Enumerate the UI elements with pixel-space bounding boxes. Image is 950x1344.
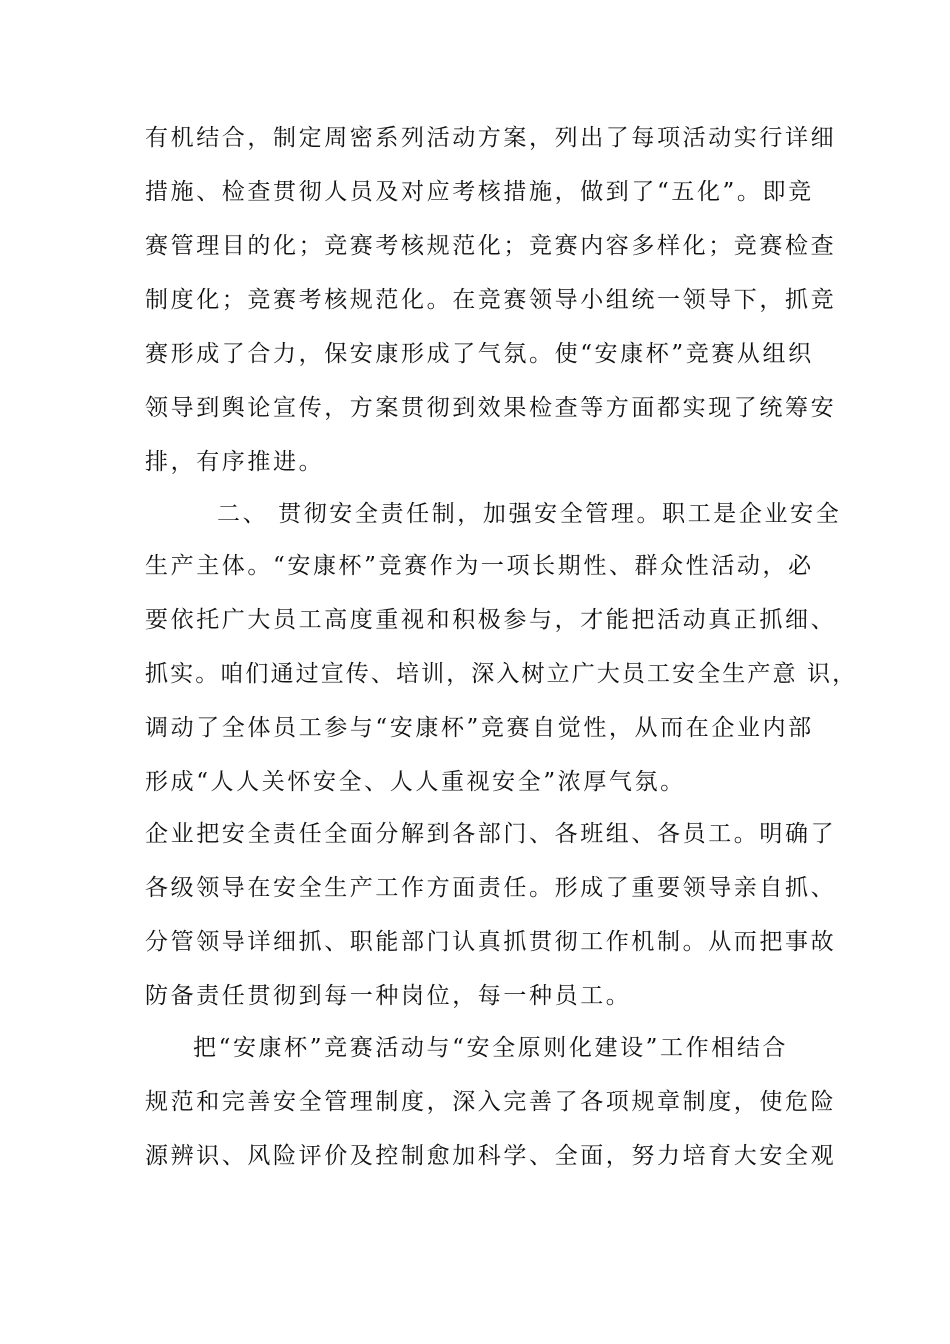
text-line: 调动了全体员工参与“安康杯”竞赛自觉性，从而在企业内部: [145, 715, 814, 741]
text-line: 各级领导在安全生产工作方面责任。形成了重要领导亲自抓、: [145, 875, 837, 901]
text-line: 赛形成了合力，保安康形成了气氛。使“安康杯”竞赛从组织: [145, 341, 814, 367]
text-line: 企业把安全责任全面分解到各部门、各班组、各员工。明确了: [145, 821, 837, 847]
text-line: 抓实。咱们通过宣传、培训，深入树立广大员工安全生产意 识，: [145, 661, 858, 687]
text-line: 有机结合，制定周密系列活动方案，列出了每项活动实行详细: [145, 125, 837, 151]
text-line: 赛管理目的化；竞赛考核规范化；竞赛内容多样化；竞赛检查: [145, 233, 837, 259]
text-line: 生产主体。“安康杯”竞赛作为一项长期性、群众性活动，必: [145, 553, 814, 579]
text-line: 规范和完善安全管理制度，深入完善了各项规章制度，使危险: [145, 1089, 837, 1115]
text-line: 制度化；竞赛考核规范化。在竞赛领导小组统一领导下，抓竞: [145, 287, 837, 313]
text-line: 源辨识、风险评价及控制愈加科学、全面，努力培育大安全观: [145, 1143, 837, 1169]
text-line: 措施、检查贯彻人员及对应考核措施，做到了“五化”。即竞: [145, 179, 814, 205]
text-line: 要依托广大员工高度重视和积极参与，才能把活动真正抓细、: [145, 607, 837, 633]
text-line: 排，有序推进。: [145, 449, 325, 475]
text-line: 防备责任贯彻到每一种岗位，每一种员工。: [145, 983, 632, 1009]
text-line: 分管领导详细抓、职能部门认真抓贯彻工作机制。从而把事故: [145, 929, 837, 955]
text-line: 形成“人人关怀安全、人人重视安全”浓厚气氛。: [145, 769, 686, 795]
text-line: 领导到舆论宣传，方案贯彻到效果检查等方面都实现了统筹安: [145, 395, 837, 421]
text-line: 把“安康杯”竞赛活动与“安全原则化建设”工作相结合: [193, 1035, 789, 1061]
section-heading-line: 二、 贯彻安全责任制，加强安全管理。职工是企业安全: [217, 501, 842, 527]
